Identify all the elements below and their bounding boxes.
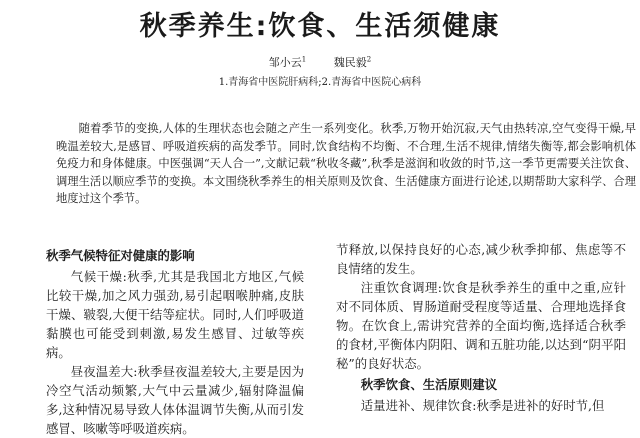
author: 邹小云$^1$ [268,55,307,69]
right-column [336,240,626,415]
left-column [46,240,304,438]
section-heading: 秋季饮食、生活原则建议 [360,377,498,392]
article-title: 秋季养生:饮食、生活须健康 [139,11,501,42]
paragraph: 昼夜温差大:秋季昼夜温差较大,主要是因为冷空气活动频繁,大气中云量减少,辐射降温偏多,这种情况易导致人体体温调节失衡,从而引发感冒、咳嗽等呼吸道疾病。 [46,364,304,436]
section-heading: 秋季气候特征对健康的影响 [46,248,195,263]
paragraph: 气候干燥:秋季,尤其是我国北方地区,气候比较干燥,加之风力强劲,易引起咽喉肿痛,皮肤干燥、皲裂,大便干结等症状。同时,人们呼吸道黏膜也可能受到刺激,易发生感冒、过敏等疾病。 [46,269,304,360]
author-line [0,54,640,70]
abstract: 随着季节的变换,人体的生理状态也会随之产生一系列变化。秋季,万物开始沉寂,天气由热转凉,空气变得干燥,早晚温差较大,是感冒、呼吸道疾病的高发季节。同时,饮食结构不均衡、不合理,生活不规律,情绪失衡等,都会影响机体免疫力和身体健康。中医强调“天人合一”,文献记载“秋收冬藏”,秋季是滋润和收敛的时节,这一季节更需要关注饮食、调理生活以顺应季节的变换。本文围绕秋季养生的相关原则及饮食、生活健康方面进行论述,以期帮助大家科学、合理地度过这个季节。 [56,122,636,206]
author: 魏民毅$^2$ [333,55,372,69]
affiliation: 1.青海省中医院肝病科;2.青海省中医院心病科 [218,77,422,88]
paragraph: 适量进补、规律饮食:秋季是进补的好时节,但 [360,398,605,413]
paragraph: 注重饮食调理:饮食是秋季养生的重中之重,应针对不同体质、胃肠道耐受程度等适量、合理地选择食物。在饮食上,需讲究营养的全面均衡,选择适合秋季的食材,平衡体内阴阳、调和五脏功能,以达到“阴平阳秘”的良好状态。 [336,280,626,371]
paragraph-continuation: 节释放,以保持良好的心态,减少秋季抑郁、焦虑等不良情绪的发生。 [336,242,626,276]
